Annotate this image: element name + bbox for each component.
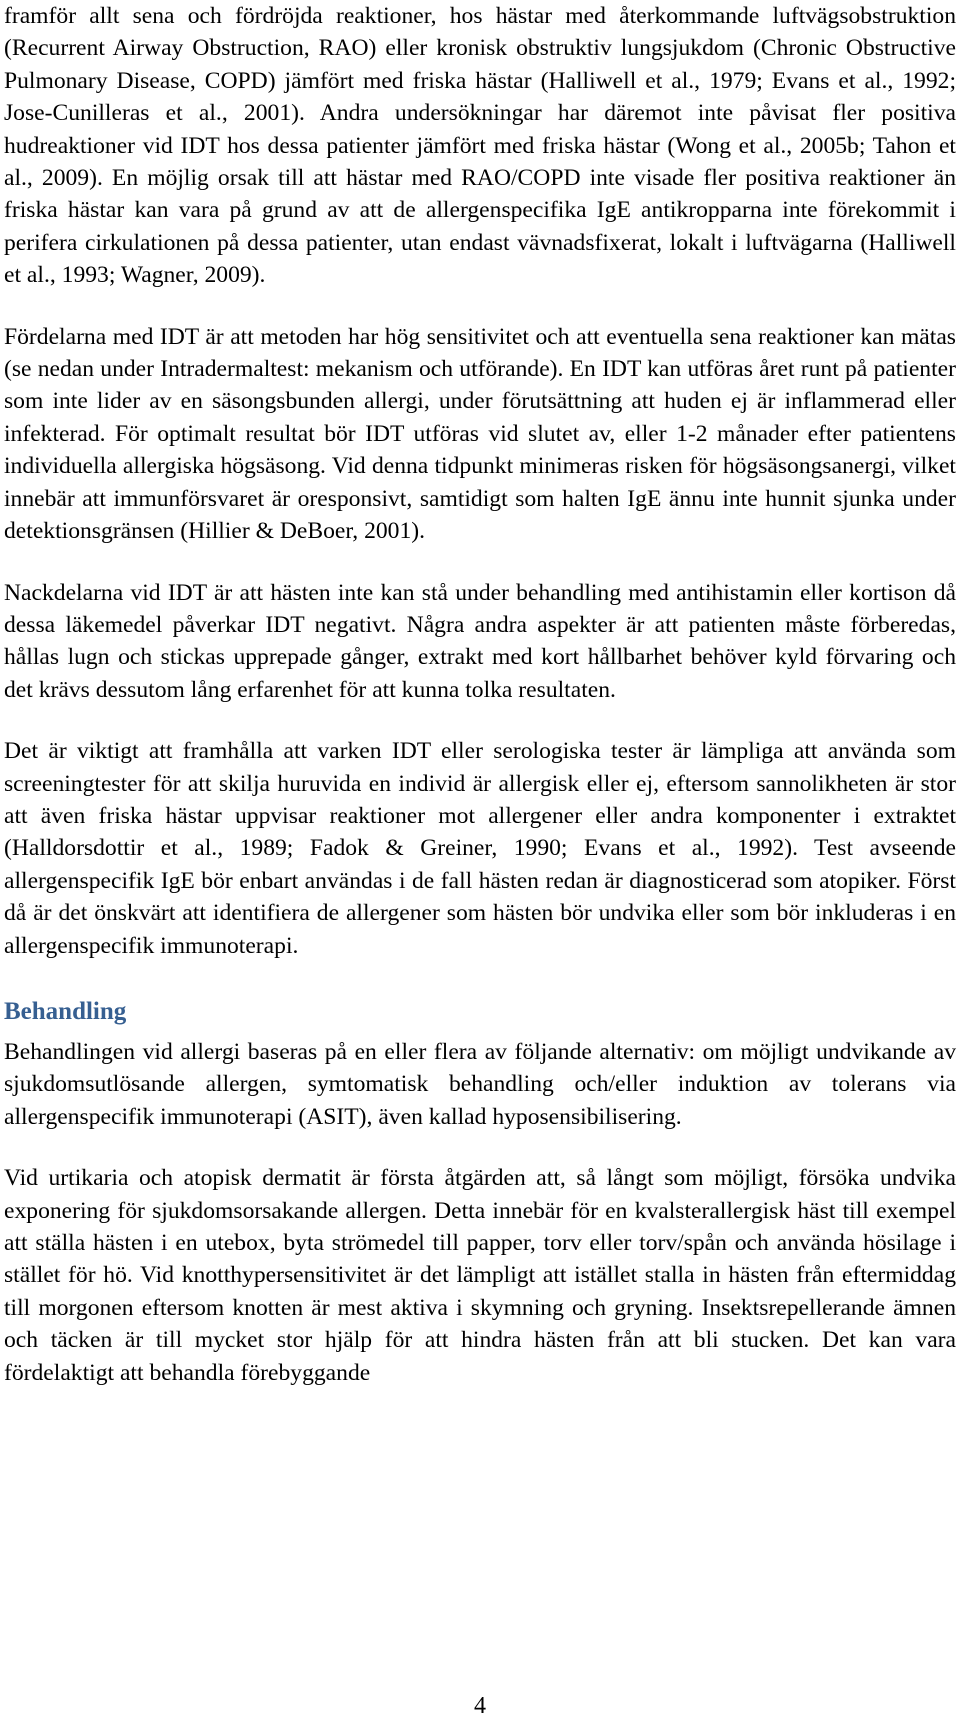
page-number: 4 <box>474 1693 486 1719</box>
paragraph-treatment-overview: Behandlingen vid allergi baseras på en eller flera av följande alternativ: om möjligt undvikande av sjukdomsutlösande allergen, symtomatisk behandling och/eller induktion av tolerans via allergenspecifik immunoterapi (ASIT), även kallad hyposensibilisering. <box>4 1038 956 1130</box>
paragraph-spacer <box>4 292 956 321</box>
paragraph-spacer <box>4 706 956 735</box>
document-page <box>4 0 956 1389</box>
paragraph-idt-advantages: Fördelarna med IDT är att metoden har hög sensitivitet och att eventuella sena reaktioner kan mätas (se nedan under Intradermaltest: mekanism och utförande). En IDT kan utföras året runt på patienter som inte lider av en säsongsbunden allergi, under förutsättning att huden ej är inflammerad eller infekterad. För optimalt resultat bör IDT utföras vid slutet av, eller 1-2 månader efter patientens individuella allergiska högsäsong. Vid denna tidpunkt minimeras risken för högsäsongsanergi, vilket innebär att immunförsvaret är oresponsivt, samtidigt som halten IgE ännu inte hunnit sjunka under detektionsgränsen (Hillier & DeBoer, 2001). <box>4 323 956 545</box>
paragraph-screening: Det är viktigt att framhålla att varken IDT eller serologiska tester är lämpliga att använda som screeningtester för att skilja huruvida en individ är allergisk eller ej, eftersom sannolikheten är stor att även friska hästar uppvisar reaktioner mot allergener eller andra komponenter i extraktet (Halldorsdottir et al., 1989; Fadok & Greiner, 1990; Evans et al., 1992). Test avseende allergenspecifik IgE bör enbart användas i de fall hästen redan är diagnosticerad som atopiker. Först då är det önskvärt att identifiera de allergener som hästen bör undvika eller som bör inkluderas i en allergenspecifik immunoterapi. <box>4 738 956 959</box>
paragraph-idt-disadvantages: Nackdelarna vid IDT är att hästen inte kan stå under behandling med antihistamin eller kortison då dessa läkemedel påverkar IDT negativt. Några andra aspekter är att patienten måste förberedas, hållas lugn och stickas upprepade gånger, extrakt med kort hållbarhet behöver kyld förvaring och det krävs dessutom lång erfarenhet för att kunna tolka resultaten. <box>4 579 956 703</box>
paragraph-rao-copd: framför allt sena och fördröjda reaktioner, hos hästar med återkommande luftvägsobstruktion (Recurrent Airway Obstruction, RAO) eller kronisk obstruktiv lungsjukdom (Chronic Obstructive Pulmonary Disease, COPD) jämfört med friska hästar (Halliwell et al., 1979; Evans et al., 1992; Jose-Cunilleras et al., 2001). Andra undersökningar har däremot inte påvisat fler positiva hudreaktioner vid IDT hos dessa patienter jämfört med friska hästar (Wong et al., 2005b; Tahon et al., 2009). En möjlig orsak till att hästar med RAO/COPD inte visade fler positiva reaktioner än friska hästar kan vara på grund av att de allergenspecifika IgE antikropparna inte förekommit i perifera cirkulationen på dessa patienter, utan endast vävnadsfixerat, lokalt i luftvägarna (Halliwell et al., 1993; Wagner, 2009). <box>4 3 956 289</box>
heading-spacer <box>4 1028 956 1036</box>
heading-spacer <box>4 962 956 994</box>
paragraph-spacer <box>4 548 956 577</box>
section-heading-behandling: Behandling <box>4 997 127 1025</box>
paragraph-spacer <box>4 1133 956 1162</box>
paragraph-treatment-avoidance: Vid urtikaria och atopisk dermatit är första åtgärden att, så långt som möjligt, försöka undvika exponering för sjukdomsorsakande allergen. Detta innebär för en kvalsterallergisk häst till exempel att ställa hästen i en utebox, byta strömedel till papper, torv eller torv/spån och använda hösilage i stället för hö. Vid knotthypersensitivitet är det lämpligt att istället stalla in hästen från eftermiddag till morgonen eftersom knotten är mest aktiva i skymning och gryning. Insektsrepellerande ämnen och täcken är till mycket stor hjälp för att hindra hästen från att bli stucken. Det kan vara fördelaktigt att behandla förebyggande <box>4 1165 956 1386</box>
